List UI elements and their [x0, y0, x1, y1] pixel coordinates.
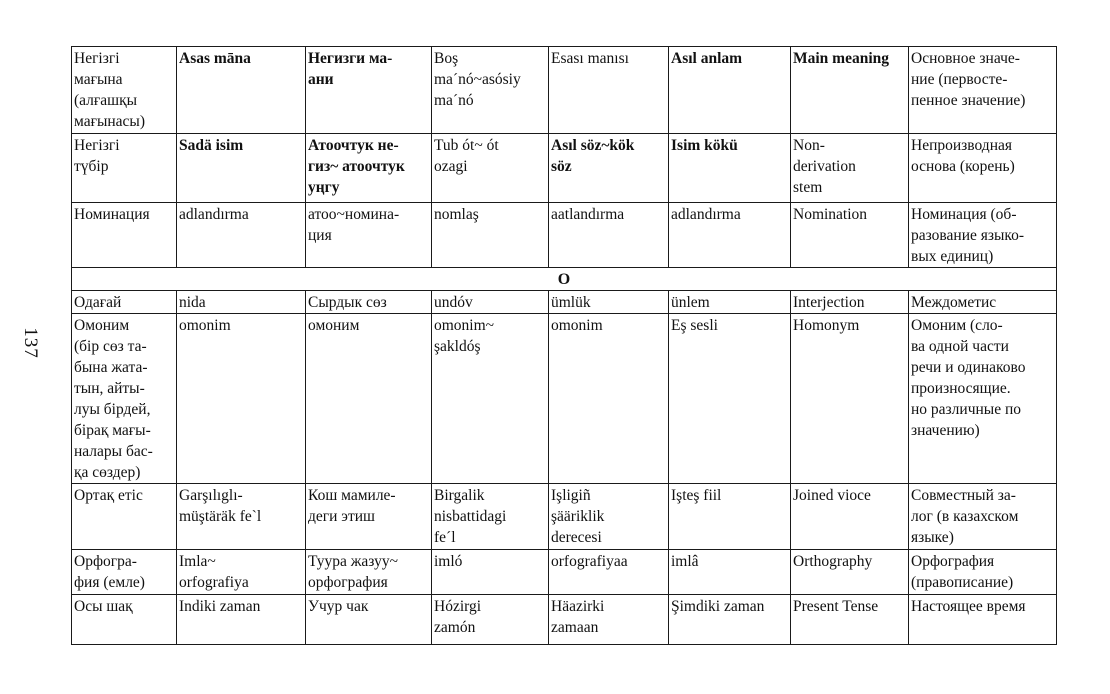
table-cell: Işligiñ şääriklik derecesi	[549, 484, 669, 550]
table-cell: Орфография (правописание)	[909, 550, 1057, 595]
table-cell: Ортақ етіс	[72, 484, 177, 550]
table-cell: Homonym	[791, 314, 909, 484]
table-cell: Şimdiki zaman	[669, 595, 791, 645]
table-cell: Joined vioce	[791, 484, 909, 550]
table-cell: Imla~ orfografiya	[177, 550, 306, 595]
table-cell: omonim~ şakldóş	[432, 314, 549, 484]
table-row	[72, 291, 1057, 314]
table-cell: Asas māna	[177, 47, 306, 134]
table-cell: Interjection	[791, 291, 909, 314]
table-cell: orfografiyaa	[549, 550, 669, 595]
table-row	[72, 314, 1057, 484]
table-cell: Орфогра- фия (емле)	[72, 550, 177, 595]
table-cell: imló	[432, 550, 549, 595]
table-cell: omonim	[549, 314, 669, 484]
section-header-row	[72, 268, 1057, 291]
table-cell: Häazirki zamaan	[549, 595, 669, 645]
table-cell: Омоним (бір сөз та- бына жата- тын, айты- луы бірдей, бірақ мағы- налары бас- қа сөздер)	[72, 314, 177, 484]
table-cell: Main meaning	[791, 47, 909, 134]
table-cell: омоним	[306, 314, 432, 484]
table-cell: aatlandırma	[549, 203, 669, 268]
table-row	[72, 47, 1057, 134]
table-cell: Осы шақ	[72, 595, 177, 645]
table-cell: Совместный за- лог (в казахском языке)	[909, 484, 1057, 550]
table-cell: Туура жазуу~ орфография	[306, 550, 432, 595]
table-row	[72, 550, 1057, 595]
table-row	[72, 134, 1057, 203]
table-cell: Кош мамиле- деги этиш	[306, 484, 432, 550]
table-row	[72, 203, 1057, 268]
table-cell: Asıl söz~kök söz	[549, 134, 669, 203]
table-cell: Hózirgi zamón	[432, 595, 549, 645]
table-cell: Birgalik nisbattidagi fe´l	[432, 484, 549, 550]
table-cell: Asıl anlam	[669, 47, 791, 134]
table-cell: Nomination	[791, 203, 909, 268]
table-cell: Indiki zaman	[177, 595, 306, 645]
table-cell: Boş ma´nó~asósiy ma´nó	[432, 47, 549, 134]
table-cell: nida	[177, 291, 306, 314]
glossary-table	[71, 46, 1057, 645]
page-number: 137	[19, 327, 41, 359]
table-cell: Негізгі түбір	[72, 134, 177, 203]
table-row	[72, 595, 1057, 645]
table-cell: imlâ	[669, 550, 791, 595]
table-cell: omonim	[177, 314, 306, 484]
table-cell: Непроизводная основа (корень)	[909, 134, 1057, 203]
table-cell: Номинация (об- разование языко- вых единиц)	[909, 203, 1057, 268]
table-cell: Одағай	[72, 291, 177, 314]
table-cell: Non- derivation stem	[791, 134, 909, 203]
table-cell: Сырдык сөз	[306, 291, 432, 314]
table-cell: Номинация	[72, 203, 177, 268]
table-cell: Esası manısı	[549, 47, 669, 134]
table-cell: Настоящее время	[909, 595, 1057, 645]
table-cell: Işteş fiil	[669, 484, 791, 550]
table-cell: adlandırma	[669, 203, 791, 268]
table-cell: adlandırma	[177, 203, 306, 268]
table-cell: Isim kökü	[669, 134, 791, 203]
table-cell: ümlük	[549, 291, 669, 314]
table-cell: Негизги ма- ани	[306, 47, 432, 134]
table-cell: Tub ót~ ót ozagi	[432, 134, 549, 203]
table-cell: Учур чак	[306, 595, 432, 645]
table-cell: Sadä isim	[177, 134, 306, 203]
table-cell: атоо~номина- ция	[306, 203, 432, 268]
table-cell: Orthography	[791, 550, 909, 595]
table-cell: Garşılıglı- müştäräk fe`l	[177, 484, 306, 550]
table-cell: Атоочтук не- гиз~ атоочтук уңгу	[306, 134, 432, 203]
table-cell: ünlem	[669, 291, 791, 314]
table-cell: Present Tense	[791, 595, 909, 645]
table-row	[72, 484, 1057, 550]
section-letter: O	[72, 268, 1057, 291]
table-cell: Междометис	[909, 291, 1057, 314]
table-cell: nomlaş	[432, 203, 549, 268]
table-cell: Негізгі мағына (алғашқы мағынасы)	[72, 47, 177, 134]
table-cell: Eş sesli	[669, 314, 791, 484]
table-cell: Основное значе- ние (первосте- пенное значение)	[909, 47, 1057, 134]
table-cell: Омоним (сло- ва одной части речи и одинаково произносящие. но различные по значению)	[909, 314, 1057, 484]
table-cell: undóv	[432, 291, 549, 314]
